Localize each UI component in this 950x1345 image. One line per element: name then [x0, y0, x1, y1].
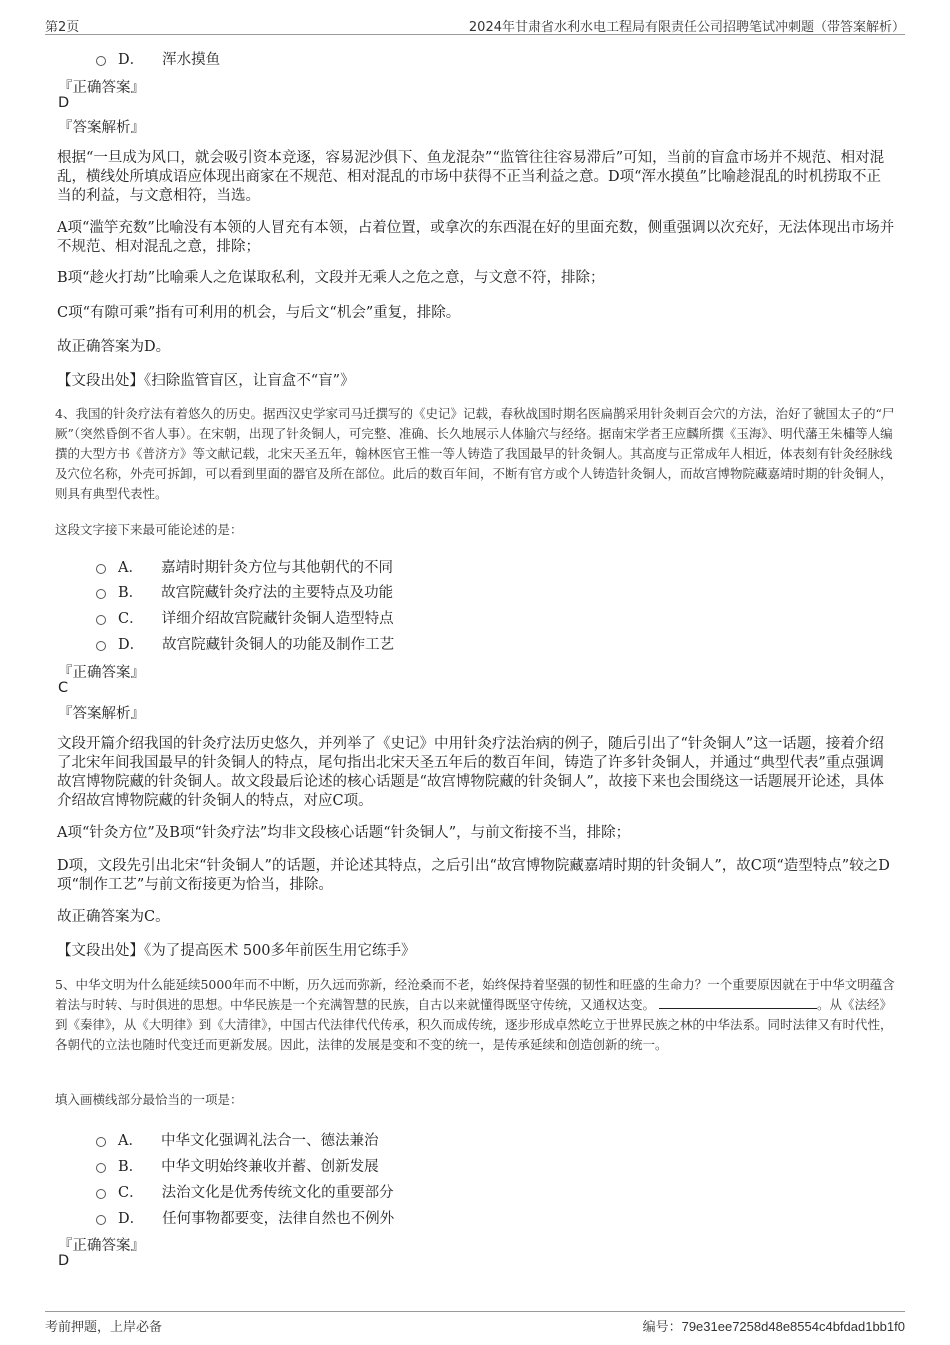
q3-analysis-label: 『答案解析』 [58, 120, 145, 136]
fill-blank-line-2 [785, 1008, 817, 1009]
q3-analysis-p3: B项“趁火打劫”比喻乘人之危谋取私利，文段并无乘人之危之意，与文意不符，排除； [57, 270, 605, 286]
q5-answer: D [58, 1253, 70, 1269]
q4-option-b[interactable]: B． 故宫院藏针灸疗法的主要特点及功能 [96, 581, 393, 602]
radio-icon[interactable] [96, 1137, 106, 1147]
q4-prompt: 这段文字接下来最可能论述的是： [55, 522, 243, 537]
q3-answer-label: 『正确答案』 [58, 80, 145, 96]
q5-stem: 5、中华文明为什么能延续5000年而不中断，历久远而弥新，经沧桑而不老，始终保持着坚强的韧性和旺盛的生命力？一个重要原因就在于中华文明蕴含着法与时转、与时俱进的思想。中华民族是一个充满智慧的民族，自古以来就懂得既坚守传统，又通权达变。 。从《法经》到《秦律》，从《大明律》到《大清律》，中国古代法律代代传承，积久而成传统，逐步形成卓然屹立于世界民族之林的中华法系。同时法律又有时代性，各朝代的立法也随时代变迁而更新发展。因此，法律的发展是变和不变的统一，是传承延续和创造创新的统一。 [55, 977, 895, 1052]
q3-source: 【文段出处】《扫除监管盲区，让盲盒不“盲”》 [57, 373, 355, 389]
document-code: 编号：79e31ee7258d48e8554c4bfdad1bb1f0 [642, 1319, 905, 1335]
radio-icon[interactable] [96, 1189, 106, 1199]
q3-answer: D [58, 95, 70, 111]
q4-source: 【文段出处】《为了提高医术 500多年前医生用它练手》 [57, 943, 416, 959]
q5-option-a[interactable]: A． 中华文化强调礼法合一、德法兼治 [96, 1129, 378, 1150]
document-title: 2024年甘肃省水利水电工程局有限责任公司招聘笔试冲刺题（带答案解析） [468, 20, 905, 35]
q5-answer-label: 『正确答案』 [58, 1238, 145, 1254]
q5-option-c[interactable]: C． 法治文化是优秀传统文化的重要部分 [96, 1181, 394, 1202]
q5-prompt: 填入画横线部分最恰当的一项是： [55, 1092, 243, 1107]
q4-option-c[interactable]: C． 详细介绍故宫院藏针灸铜人造型特点 [96, 607, 394, 628]
radio-icon[interactable] [96, 615, 106, 625]
q4-analysis-p3: D项，文段先引出北宋“针灸铜人”的话题，并论述其特点，之后引出“故宫博物院藏嘉靖时期的针灸铜人”，故C项“造型特点”较之D项“制作工艺”与前文衔接更为恰当，排除。 [57, 858, 890, 893]
q4-answer: C [58, 680, 69, 696]
page-header [45, 14, 905, 35]
radio-icon[interactable] [96, 641, 106, 651]
page-number: 第2页 [45, 20, 80, 35]
q3-option-d[interactable]: D． 浑水摸鱼 [96, 48, 220, 69]
radio-icon[interactable] [96, 56, 106, 66]
q4-answer-label: 『正确答案』 [58, 665, 145, 681]
radio-icon[interactable] [96, 589, 106, 599]
q3-analysis-p5: 故正确答案为D。 [57, 339, 171, 355]
q4-stem: 4、我国的针灸疗法有着悠久的历史。据西汉史学家司马迁撰写的《史记》记载，春秋战国时期名医扁鹊采用针灸刺百会穴的方法，治好了虢国太子的“尸厥”（突然昏倒不省人事）。在宋朝，出现了针灸铜人，可完整、准确、长久地展示人体腧穴与经络。据南宋学者王应麟所撰《玉海》、明代藩王朱橚等人编撰的大型方书《普济方》等文献记载，北宋天圣五年，翰林医官王惟一等人铸造了我国最早的针灸铜人。其高度与正常成年人相近，体表刻有针灸经脉线及穴位名称，外壳可拆卸，可以看到里面的器官及所在部位。此后的数百年间，不断有官方或个人铸造针灸铜人，而故宫博物院藏嘉靖时期的针灸铜人，则具有典型代表性。 [55, 406, 895, 501]
radio-icon[interactable] [96, 564, 106, 574]
q4-analysis-p2: A项“针灸方位”及B项“针灸疗法”均非文段核心话题“针灸铜人”，与前文衔接不当，排除； [57, 825, 631, 841]
q5-option-d[interactable]: D． 任何事物都要变，法律自然也不例外 [96, 1207, 394, 1228]
q3-analysis-p2: A项“滥竽充数”比喻没有本领的人冒充有本领，占着位置，或拿次的东西混在好的里面充数，侧重强调以次充好，无法体现出市场并不规范、相对混乱之意，排除； [57, 220, 895, 255]
q4-option-d[interactable]: D． 故宫院藏针灸铜人的功能及制作工艺 [96, 633, 394, 654]
q3-analysis-p4: C项“有隙可乘”指有可利用的机会，与后文“机会”重复，排除。 [57, 305, 461, 321]
q3-analysis-p1: 根据“一旦成为风口，就会吸引资本竞逐，容易泥沙俱下、鱼龙混杂”“监管往往容易滞后”可知，当前的盲盒市场并不规范、相对混乱，横线处所填成语应体现出商家在不规范、相对混乱的市场中获得不正当利益之意。D项“浑水摸鱼”比喻趁混乱的时机捞取不正当的利益，与文意相符，当选。 [57, 150, 885, 204]
fill-blank-line [659, 1008, 785, 1009]
q4-analysis-label: 『答案解析』 [58, 706, 145, 722]
q5-option-b[interactable]: B． 中华文明始终兼收并蓄、创新发展 [96, 1155, 379, 1176]
q4-analysis-p1: 文段开篇介绍我国的针灸疗法历史悠久，并列举了《史记》中用针灸疗法治病的例子，随后引出了“针灸铜人”这一话题，接着介绍了北宋年间我国最早的针灸铜人的特点，尾句指出北宋天圣五年后的数百年间，铸造了许多针灸铜人，并通过“典型代表”重点强调故宫博物院藏的针灸铜人。故文段最后论述的核心话题是“故宫博物院藏的针灸铜人”，故接下来也会围绕这一话题展开论述，具体介绍故宫博物院藏的针灸铜人的特点，对应C项。 [57, 736, 884, 809]
footer-slogan: 考前押题，上岸必备 [45, 1320, 163, 1335]
q4-analysis-p4: 故正确答案为C。 [57, 909, 170, 925]
radio-icon[interactable] [96, 1215, 106, 1225]
page-footer [45, 1311, 905, 1334]
radio-icon[interactable] [96, 1163, 106, 1173]
q4-option-a[interactable]: A． 嘉靖时期针灸方位与其他朝代的不同 [96, 556, 393, 577]
